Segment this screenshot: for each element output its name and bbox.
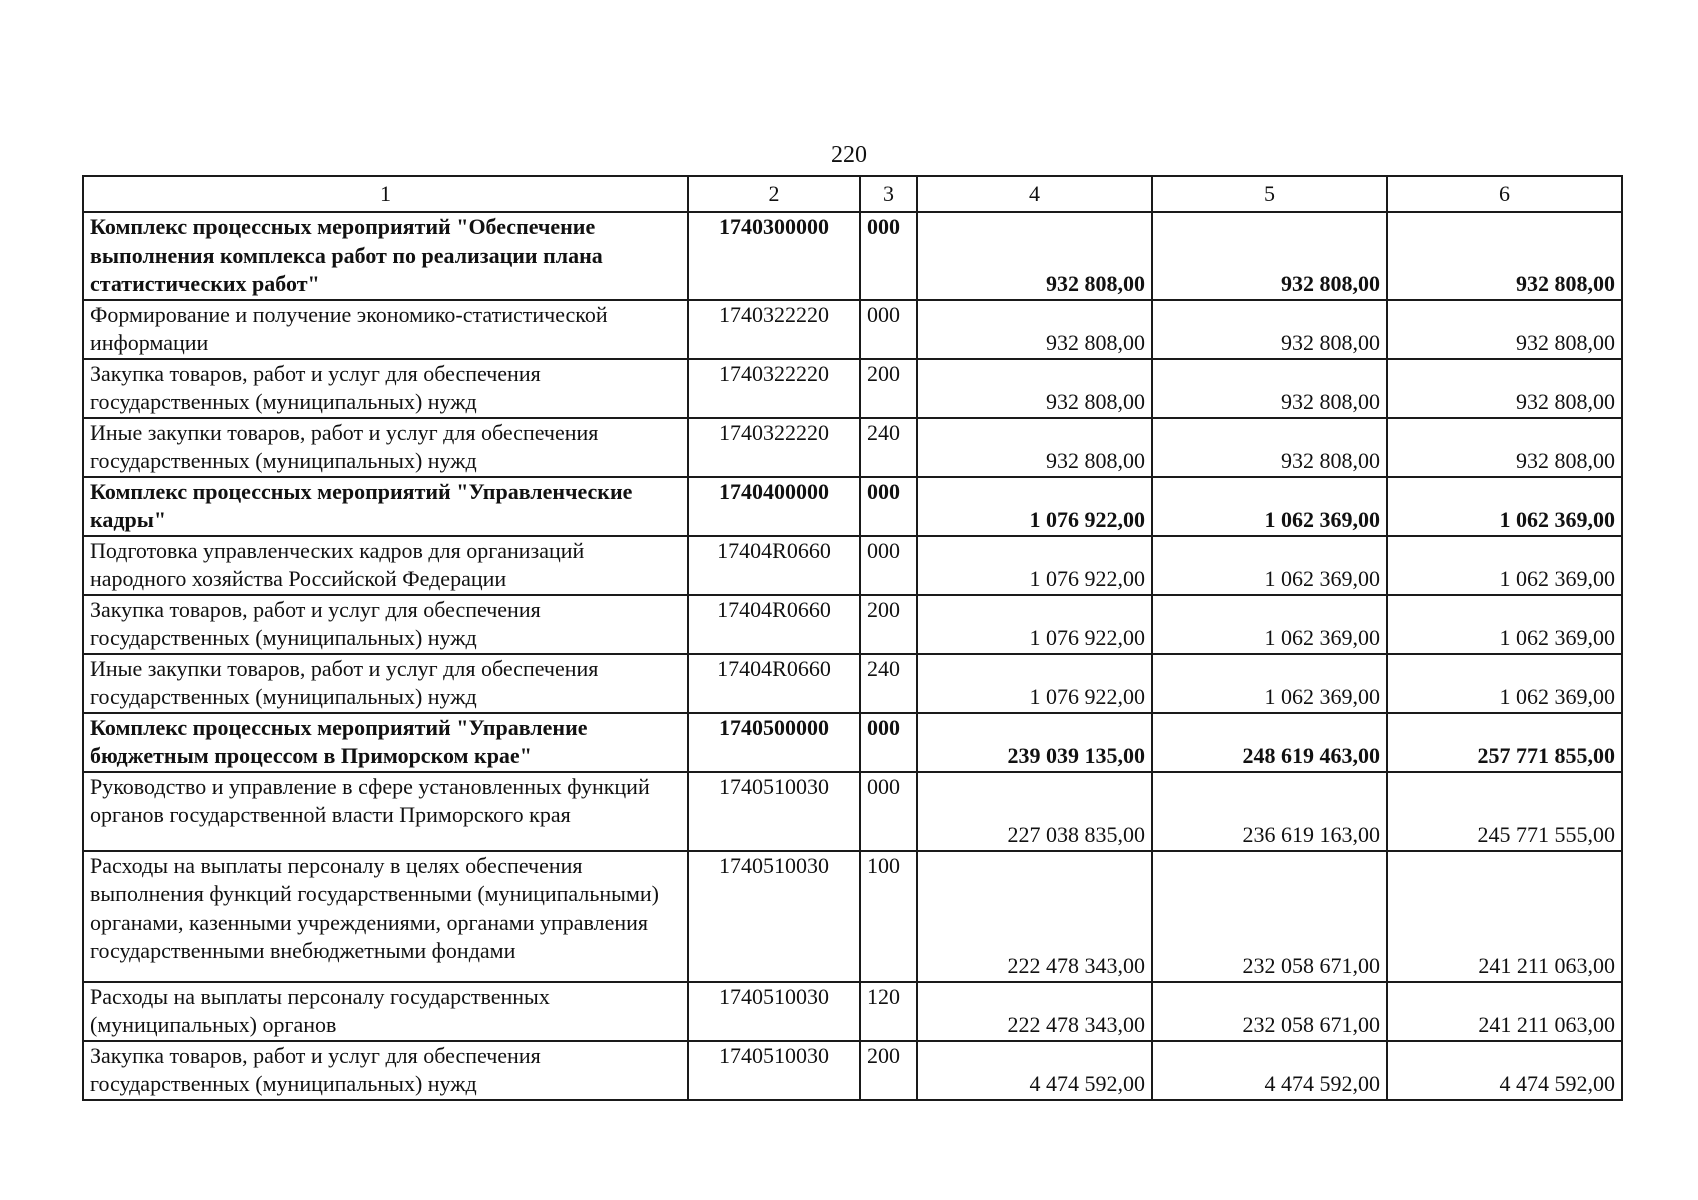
- row-name: Комплекс процессных мероприятий "Управленческие кадры": [83, 477, 688, 536]
- row-expense-type: 240: [860, 654, 917, 713]
- row-amount-year-2: 1 062 369,00: [1152, 654, 1387, 713]
- table-row: [83, 359, 1622, 418]
- row-name: Закупка товаров, работ и услуг для обеспечения государственных (муниципальных) нужд: [83, 595, 688, 654]
- row-amount-year-1: 1 076 922,00: [917, 654, 1152, 713]
- row-amount-year-3: 257 771 855,00: [1387, 713, 1622, 772]
- row-amount-year-1: 227 038 835,00: [917, 772, 1152, 851]
- budget-table: [82, 175, 1623, 1101]
- row-amount-year-3: 245 771 555,00: [1387, 772, 1622, 851]
- row-code: 1740510030: [688, 772, 860, 851]
- row-amount-year-3: 932 808,00: [1387, 418, 1622, 477]
- row-amount-year-1: 932 808,00: [917, 212, 1152, 300]
- row-amount-year-3: 1 062 369,00: [1387, 595, 1622, 654]
- column-header-3: 3: [860, 176, 917, 212]
- table-row: [83, 595, 1622, 654]
- row-name: Закупка товаров, работ и услуг для обеспечения государственных (муниципальных) нужд: [83, 359, 688, 418]
- row-amount-year-3: 1 062 369,00: [1387, 654, 1622, 713]
- row-amount-year-1: 222 478 343,00: [917, 982, 1152, 1041]
- row-name: Комплекс процессных мероприятий "Управление бюджетным процессом в Приморском крае": [83, 713, 688, 772]
- row-code: 1740322220: [688, 418, 860, 477]
- row-amount-year-2: 932 808,00: [1152, 212, 1387, 300]
- table-row: [83, 713, 1622, 772]
- row-expense-type: 200: [860, 1041, 917, 1100]
- row-code: 17404R0660: [688, 536, 860, 595]
- row-amount-year-1: 1 076 922,00: [917, 536, 1152, 595]
- row-amount-year-2: 248 619 463,00: [1152, 713, 1387, 772]
- row-expense-type: 000: [860, 477, 917, 536]
- row-expense-type: 000: [860, 300, 917, 359]
- row-amount-year-3: 932 808,00: [1387, 359, 1622, 418]
- row-expense-type: 240: [860, 418, 917, 477]
- row-expense-type: 200: [860, 359, 917, 418]
- row-code: 1740322220: [688, 300, 860, 359]
- table-row: [83, 536, 1622, 595]
- row-name: Комплекс процессных мероприятий "Обеспечение выполнения комплекса работ по реализации плана статистических работ": [83, 212, 688, 300]
- row-code: 1740510030: [688, 982, 860, 1041]
- row-name: Расходы на выплаты персоналу в целях обеспечения выполнения функций государственными (муниципальными) органами, казенными учреждениями, органами управления государственными внебюджетными фондами: [83, 851, 688, 982]
- row-amount-year-2: 232 058 671,00: [1152, 982, 1387, 1041]
- row-name: Формирование и получение экономико-статистической информации: [83, 300, 688, 359]
- row-amount-year-2: 4 474 592,00: [1152, 1041, 1387, 1100]
- row-amount-year-2: 1 062 369,00: [1152, 595, 1387, 654]
- table-row: [83, 418, 1622, 477]
- row-code: 1740510030: [688, 851, 860, 982]
- row-amount-year-2: 932 808,00: [1152, 300, 1387, 359]
- row-amount-year-2: 1 062 369,00: [1152, 477, 1387, 536]
- row-amount-year-2: 232 058 671,00: [1152, 851, 1387, 982]
- row-amount-year-2: 1 062 369,00: [1152, 536, 1387, 595]
- table-row: [83, 772, 1622, 851]
- column-header-1: 1: [83, 176, 688, 212]
- row-name: Подготовка управленческих кадров для организаций народного хозяйства Российской Федерации: [83, 536, 688, 595]
- row-expense-type: 200: [860, 595, 917, 654]
- row-expense-type: 000: [860, 212, 917, 300]
- table-row: [83, 1041, 1622, 1100]
- row-name: Руководство и управление в сфере установленных функций органов государственной власти Приморского края: [83, 772, 688, 851]
- table-row: [83, 851, 1622, 982]
- row-amount-year-3: 932 808,00: [1387, 212, 1622, 300]
- row-name: Иные закупки товаров, работ и услуг для обеспечения государственных (муниципальных) нужд: [83, 418, 688, 477]
- row-code: 17404R0660: [688, 654, 860, 713]
- row-amount-year-1: 239 039 135,00: [917, 713, 1152, 772]
- table-row: [83, 212, 1622, 300]
- row-amount-year-2: 932 808,00: [1152, 359, 1387, 418]
- row-code: 1740510030: [688, 1041, 860, 1100]
- row-amount-year-2: 932 808,00: [1152, 418, 1387, 477]
- row-amount-year-1: 932 808,00: [917, 300, 1152, 359]
- row-code: 1740322220: [688, 359, 860, 418]
- row-amount-year-3: 1 062 369,00: [1387, 536, 1622, 595]
- table-row: [83, 654, 1622, 713]
- column-header-4: 4: [917, 176, 1152, 212]
- row-amount-year-3: 4 474 592,00: [1387, 1041, 1622, 1100]
- row-amount-year-1: 1 076 922,00: [917, 477, 1152, 536]
- row-expense-type: 000: [860, 713, 917, 772]
- row-name: Иные закупки товаров, работ и услуг для обеспечения государственных (муниципальных) нужд: [83, 654, 688, 713]
- column-header-5: 5: [1152, 176, 1387, 212]
- row-amount-year-3: 932 808,00: [1387, 300, 1622, 359]
- row-amount-year-1: 932 808,00: [917, 418, 1152, 477]
- row-expense-type: 120: [860, 982, 917, 1041]
- row-expense-type: 100: [860, 851, 917, 982]
- row-code: 1740300000: [688, 212, 860, 300]
- row-amount-year-2: 236 619 163,00: [1152, 772, 1387, 851]
- row-code: 17404R0660: [688, 595, 860, 654]
- row-code: 1740400000: [688, 477, 860, 536]
- row-amount-year-1: 1 076 922,00: [917, 595, 1152, 654]
- row-amount-year-1: 4 474 592,00: [917, 1041, 1152, 1100]
- row-amount-year-3: 1 062 369,00: [1387, 477, 1622, 536]
- table-header-row: [83, 176, 1622, 212]
- table-row: [83, 477, 1622, 536]
- row-expense-type: 000: [860, 772, 917, 851]
- row-amount-year-1: 222 478 343,00: [917, 851, 1152, 982]
- row-amount-year-3: 241 211 063,00: [1387, 851, 1622, 982]
- row-amount-year-3: 241 211 063,00: [1387, 982, 1622, 1041]
- row-name: Расходы на выплаты персоналу государственных (муниципальных) органов: [83, 982, 688, 1041]
- table-row: [83, 982, 1622, 1041]
- row-expense-type: 000: [860, 536, 917, 595]
- column-header-6: 6: [1387, 176, 1622, 212]
- column-header-2: 2: [688, 176, 860, 212]
- table-row: [83, 300, 1622, 359]
- row-code: 1740500000: [688, 713, 860, 772]
- row-amount-year-1: 932 808,00: [917, 359, 1152, 418]
- page-number: 220: [831, 142, 867, 168]
- row-name: Закупка товаров, работ и услуг для обеспечения государственных (муниципальных) нужд: [83, 1041, 688, 1100]
